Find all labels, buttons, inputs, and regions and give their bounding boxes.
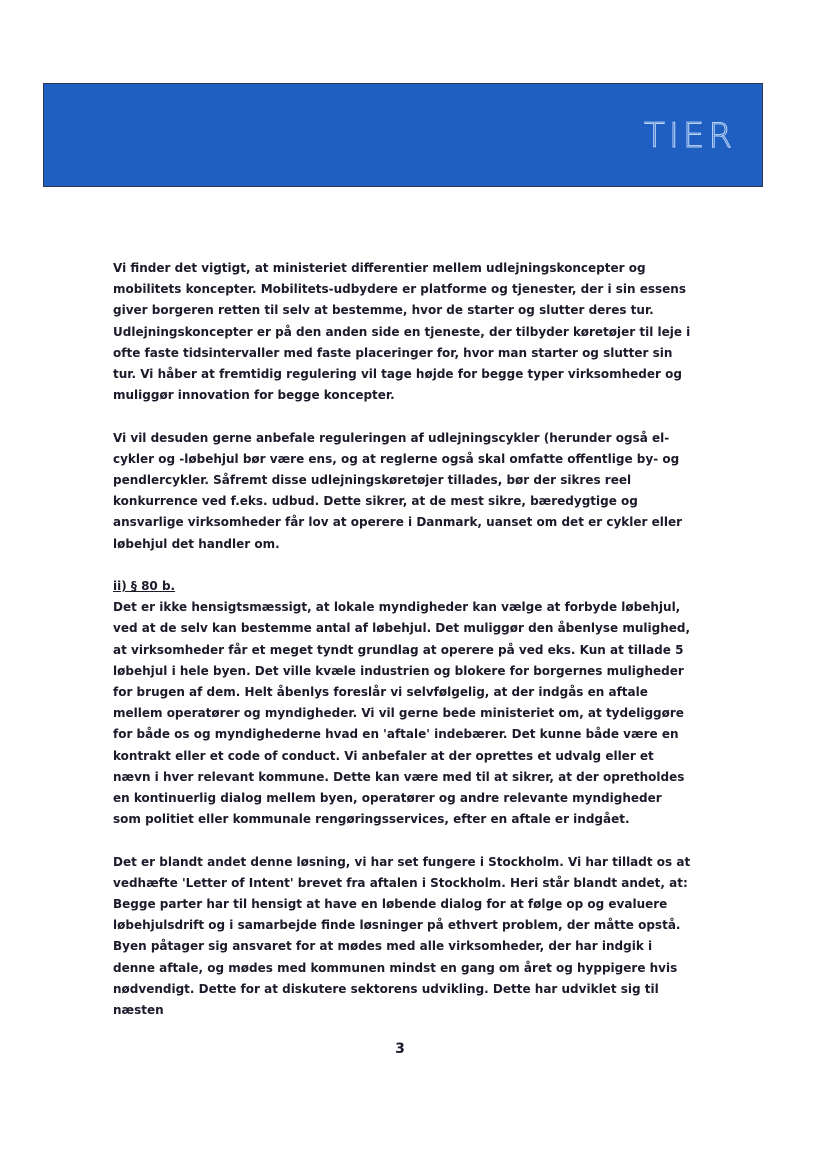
paragraph-closing: Det er blandt andet denne løsning, vi har set fungere i Stockholm. Vi har tilladt os at vedhæfte 'Letter of Intent' brevet fra aftalen i Stockholm. Heri står blandt andet, at: Begge parter har til hensigt at have en løbende dialog for at følge op og evaluere løbehjulsdrift og i samarbejde finde løsninger på ethvert problem, der måtte opstå. Byen påtager sig ansvaret for at mødes med alle virksomheder, der har indgik i denne aftale, og mødes med kommunen mindst en gang om året og hyppigere hvis nødvendigt. Dette for at diskutere sektorens udvikling. Dette har udviklet sig til næsten bbox=[113, 854, 691, 1018]
section-text: Det er ikke hensigtsmæssigt, at lokale myndigheder kan vælge at forbyde løbehjul, ved at de selv kan bestemme antal af løbehjul. Det muliggør den åbenlyse mulighed, at virksomheder får et meget tyndt grundlag at operere på ved eks. Kun at tillade 5 løbehjul i hele byen. Det ville kvæle industrien og blokere for borgernes muligheder for brugen af dem. Helt åbenlys foreslår vi selvfølgelig, at der indgås en aftale mellem operatører og myndigheder. Vi vil gerne bede ministeriet om, at tydeliggøre for både os og myndighederne hvad en 'aftale' indebærer. Det kunne både være en kontrakt eller et code of conduct. Vi anbefaler at der oprettes et udvalg eller et nævn i hver relevant kommune. Dette kan være med til at sikrer, at der opretholdes en kontinuerlig dialog mellem byen, operatører og andre relevante myndigheder som politiet eller kommunale rengøringsservices, efter en aftale er indgået. bbox=[113, 600, 691, 827]
section-80b bbox=[113, 576, 693, 830]
paragraph-2: Vi vil desuden gerne anbefale reguleringen af udlejningscykler (herunder også el-cykler og -løbehjul bør være ens, og at reglerne også skal omfatte offentlige by- og pendlercykler. Såfremt disse udlejningskøretøjer tillades, bør der sikres reel konkurrence ved f.eks. udbud. Dette sikrer, at de mest sikre, bæredygtige og ansvarlige virksomheder får lov at operere i Danmark, uanset om det er cykler eller løbehjul det handler om. bbox=[113, 430, 683, 551]
paragraph-1: Vi finder det vigtigt, at ministeriet differentier mellem udlejningskoncepter og mobilitets koncepter. Mobilitets-udbydere er platforme og tjenester, der i sin essens giver borgeren retten til selv at bestemme, hvor de starter og slutter deres tur. Udlejningskoncepter er på den anden side en tjeneste, der tilbyder køretøjer til leje i ofte faste tidsintervaller med faste placeringer for, hvor man starter og slutter sin tur. Vi håber at fremtidig regulering vil tage højde for begge typer virksomheder og muliggør innovation for begge koncepter. bbox=[113, 261, 691, 403]
section-heading: ii) § 80 b. bbox=[113, 579, 176, 594]
document-body bbox=[113, 258, 693, 1042]
header-banner bbox=[43, 83, 763, 187]
page-number: 3 bbox=[395, 1041, 405, 1057]
tier-logo: TIER bbox=[644, 116, 736, 156]
